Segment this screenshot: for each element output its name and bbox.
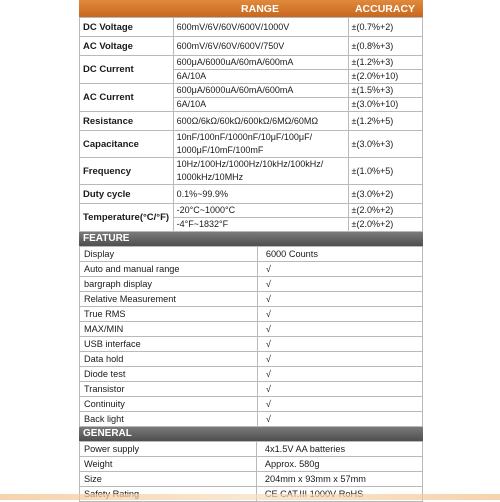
spec-name: Capacitance: [80, 131, 174, 158]
spec-row: [80, 204, 423, 218]
general-row: [80, 442, 423, 457]
feature-value: √: [257, 277, 422, 292]
feature-value: √: [257, 262, 422, 277]
feature-value: √: [257, 397, 422, 412]
spec-range: 6A/10A: [173, 70, 348, 84]
spec-accuracy: ±(1.2%+5): [348, 112, 422, 131]
feature-section-title: FEATURE: [79, 232, 423, 246]
spec-range: 600mV/6V/60V/600V/1000V: [173, 18, 348, 37]
spec-accuracy: ±(1.2%+3): [348, 56, 422, 70]
spec-header: [79, 0, 423, 17]
spec-name: AC Current: [80, 84, 174, 112]
spec-range: 600μA/6000uA/60mA/600mA: [173, 84, 348, 98]
feature-value: √: [257, 307, 422, 322]
spec-range: 600Ω/6kΩ/60kΩ/600kΩ/6MΩ/60MΩ: [173, 112, 348, 131]
feature-value: √: [257, 367, 422, 382]
feature-value: √: [257, 337, 422, 352]
spec-accuracy: ±(3.0%+2): [348, 185, 422, 204]
feature-value: √: [257, 412, 422, 427]
feature-name: USB interface: [80, 337, 258, 352]
spec-range: 0.1%~99.9%: [173, 185, 348, 204]
general-value: Approx. 580g: [256, 457, 422, 472]
spec-range: 10Hz/100Hz/1000Hz/10kHz/100kHz/ 1000kHz/10MHz: [173, 158, 348, 185]
spec-row: [80, 112, 423, 131]
feature-name: Display: [80, 247, 258, 262]
feature-name: Auto and manual range: [80, 262, 258, 277]
spec-row: [80, 18, 423, 37]
feature-value: √: [257, 352, 422, 367]
header-range: RANGE: [241, 2, 279, 15]
spec-name: DC Voltage: [80, 18, 174, 37]
spec-accuracy: ±(0.7%+2): [348, 18, 422, 37]
spec-range: -4°F~1832°F: [173, 218, 348, 232]
feature-name: True RMS: [80, 307, 258, 322]
spec-name: AC Voltage: [80, 37, 174, 56]
feature-value: √: [257, 322, 422, 337]
feature-name: Transistor: [80, 382, 258, 397]
spec-row: [80, 131, 423, 158]
feature-row: [80, 262, 423, 277]
feature-row: [80, 382, 423, 397]
spec-name: Duty cycle: [80, 185, 174, 204]
spec-row: [80, 37, 423, 56]
feature-row: [80, 412, 423, 427]
general-name: Power supply: [80, 442, 257, 457]
general-row: [80, 457, 423, 472]
spec-name: Frequency: [80, 158, 174, 185]
feature-row: [80, 397, 423, 412]
spec-accuracy: ±(3.0%+3): [348, 131, 422, 158]
feature-value: √: [257, 382, 422, 397]
feature-name: Continuity: [80, 397, 258, 412]
general-name: Size: [80, 472, 257, 487]
feature-row: [80, 307, 423, 322]
spec-accuracy: ±(1.0%+5): [348, 158, 422, 185]
spec-table: [79, 17, 423, 232]
decorative-strip: [0, 494, 500, 500]
feature-name: bargraph display: [80, 277, 258, 292]
spec-accuracy: ±(3.0%+10): [348, 98, 422, 112]
feature-row: [80, 292, 423, 307]
general-section-title: GENERAL: [79, 427, 423, 441]
spec-range: 600mV/6V/60V/600V/750V: [173, 37, 348, 56]
spec-name: Resistance: [80, 112, 174, 131]
spec-accuracy: ±(0.8%+3): [348, 37, 422, 56]
spec-range: 10nF/100nF/1000nF/10μF/100μF/ 1000μF/10mF/100mF: [173, 131, 348, 158]
spec-range: -20°C~1000°C: [173, 204, 348, 218]
spec-row: [80, 185, 423, 204]
spec-accuracy: ±(1.5%+3): [348, 84, 422, 98]
general-value: 204mm x 93mm x 57mm: [256, 472, 422, 487]
header-accuracy: ACCURACY: [354, 2, 416, 15]
spec-row: [80, 84, 423, 98]
feature-name: Diode test: [80, 367, 258, 382]
spec-sheet: [79, 0, 423, 500]
feature-value: √: [257, 292, 422, 307]
spec-accuracy: ±(2.0%+2): [348, 204, 422, 218]
feature-row: [80, 247, 423, 262]
general-name: Weight: [80, 457, 257, 472]
feature-row: [80, 277, 423, 292]
spec-accuracy: ±(2.0%+10): [348, 70, 422, 84]
feature-name: Relative Measurement: [80, 292, 258, 307]
spec-accuracy: ±(2.0%+2): [348, 218, 422, 232]
feature-row: [80, 352, 423, 367]
general-value: 4x1.5V AA batteries: [256, 442, 422, 457]
spec-row: [80, 158, 423, 185]
feature-name: Back light: [80, 412, 258, 427]
feature-table: [79, 246, 423, 427]
feature-name: MAX/MIN: [80, 322, 258, 337]
spec-range: 600μA/6000uA/60mA/600mA: [173, 56, 348, 70]
spec-name: Temperature(°C/°F): [80, 204, 174, 232]
feature-row: [80, 322, 423, 337]
feature-value: 6000 Counts: [257, 247, 422, 262]
general-row: [80, 472, 423, 487]
feature-row: [80, 367, 423, 382]
feature-name: Data hold: [80, 352, 258, 367]
spec-range: 6A/10A: [173, 98, 348, 112]
spec-row: [80, 56, 423, 70]
feature-row: [80, 337, 423, 352]
general-table: [79, 441, 423, 502]
spec-name: DC Current: [80, 56, 174, 84]
